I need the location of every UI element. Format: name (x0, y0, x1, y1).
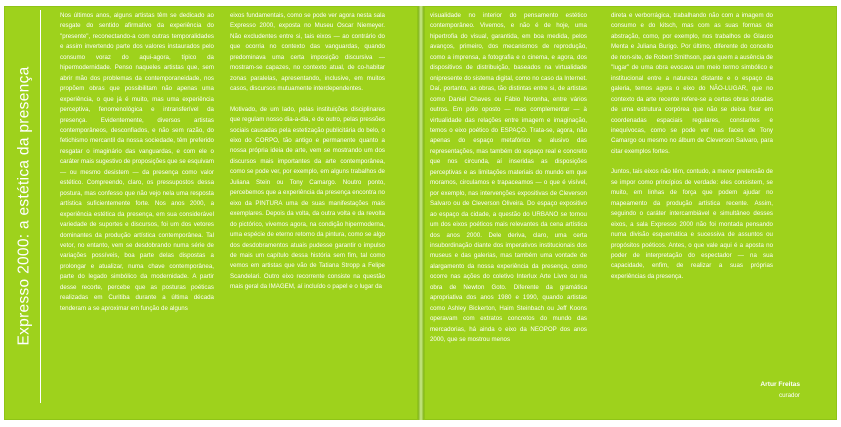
title-divider-line (40, 10, 41, 403)
vertical-title (14, 8, 36, 403)
text-column-3 (430, 11, 587, 411)
paragraph: Nos últimos anos, alguns artistas têm se dedicado ao resgate do sentido afirmativo da experiência do "presente", reconectando-a com outras temporalidades e assim invertendo parte dos valores instaurados pelo consumo voraz do aqui-agora, típico da hipermodernidade. Penso naqueles artistas que, sem abrir mão dos problemas da contemporaneidade, nos propõem obras que possibilitam não apenas uma experiência, o que já é muito, mas uma experiência perceptiva, fenomenológica e intransferível da presença. Evidentemente, diversos artistas contemporâneos, desconfiados, e não sem razão, do fetichismo mercantil da nossa sociedade, têm preferido resgatar o imaginário das vanguardas, e com ele o caráter mais sugestivo de proposições que se esquivam — ou mesmo desistem — da presença como valor estético. Compreendo, claro, os pressupostos dessa postura, mas confesso que não vejo nela uma resposta artística suficientemente forte. Nos anos 2000, a experiência estética da presença, em sua considerável variedade de suportes e discursos, foi um dos vetores dominantes da produção artística contemporânea. Tal vetor, no entanto, vem se desdobrando numa série de variações possíveis, boa parte delas dispostas a prolongar e atualizar, numa chave contemporânea, parte do legado simbólico da modernidade. A partir desse recorte, percebe que as posturas poéticas realizadas em Curitiba durante a última década tenderam a se aproximar em função de alguns (60, 12, 214, 312)
paragraph: Motivado, de um lado, pelas instituições disciplinares que regulam nosso dia-a-dia, e de outro, pelas pressões sociais causadas pela estetização publicitária do belo, o eixo do CORPO, tão antigo e permanente quanto a nossa própria ideia de arte, vem se mostrando um dos discursos mais importantes da arte contemporânea, como se pode ver, por exemplo, em alguns trabalhos de Juliana Stein ou Tony Camargo. Noutro ponto, percebemos que a experiência da presença encontra no eixo da PINTURA uma de suas manifestações mais exemplares. Depois da volta, da outra volta e da revolta do pictórico, vivemos agora, na condição hipermoderna, uma espécie de eterno retorno da pintura, como se algo dos desdobramentos atuais pudesse garantir o impulso de mais um capítulo dessa história sem fim, tal como vemos em artistas que vão de Tatiana Stropp a Felipe Scandelari. Outro eixo recorrente consiste na questão mais geral da IMAGEM, aí incluído o papel e o lugar da (230, 105, 385, 291)
text-column-4 (611, 11, 773, 411)
text-column-2 (230, 11, 385, 411)
author-name: Artur Freitas (760, 381, 800, 388)
paragraph: Juntos, tais eixos não têm, contudo, a menor pretensão de se impor como princípios de verdade: eles consistem, se muito, em linhas de força que podem ajudar no mapeamento da produção artística recente. Assim, seguindo o caráter intercambiável e simultâneo desses eixos, a sala Expresso 2000 não foi montada pensando numa divisão esquemática e sucessiva de assuntos ou propósitos poéticos. Antes, o que vale aqui é a aposta no poder de interpretação do espectador — na sua capacidade, enfim, de realizar a suas próprias experiências da presença. (611, 168, 773, 280)
author-role: curador (779, 392, 800, 399)
paragraph: direta e verborrágica, trabalhando não com a imagem do consumo e do kitsch, mas com as suas formas de abstração, como, por exemplo, nos trabalhos de Glauco Menta e Juliana Burigo. Por último, diferente do conceito de non-site, de Robert Smithson, para quem a ausência de "lugar" de uma obra evocava um meio termo simbólico e institucional entre a natureza distante e o espaço da galeria, temos agora o eixo do NÃO-LUGAR, que no contexto da arte recente refere-se a certas obras dotadas de uma estrutura corpórea que não se deixa fixar em coordenadas espaciais regulares, constantes e inequívocas, como se pode ver nas faces de Tony Camargo ou mesmo no álbum de Cleverson Salvaro, para citar exemplos fortes. (611, 12, 773, 155)
paragraph: visualidade no interior do pensamento estético contemporâneo. Vivemos, e não é de hoje, uma hipertrofia do visual, garantida, em boa medida, pelos avanços, primeiro, dos mecanismos de reprodução, como a imprensa, a fotografia e o cinema, e agora, dos dispositivos de distribuição, baseados na virtualidade onipresente do sistema digital, como no caso da Internet. Daí, portanto, as obras, tão distintas entre si, de artistas como Daniel Chaves ou Fábio Noronha, entre vários outros. Em pólo oposto — mas complementar — à virtualidade das relações entre imagem e imaginação, temos o eixo poético do ESPAÇO. Trata-se, agora, não apenas do espaço metafórico e alusivo das representações, mas também do espaço real e concreto que nos circunda, aí inseridas as disposições perceptivas e as limitações materiais do mundo em que moramos, circulamos e trapaceamos — o que é visível, por exemplo, nas intervenções expositivas de Cleverson Salvaro ou de Cleverson Oliveira. Do espaço expositivo ao espaço da cidade, a questão do URBANO se tornou um dos eixos poéticos mais relevantes da cena artística dos anos 2000. Dele deriva, claro, uma certa insubordinação diante dos imperativos institucionais dos museus e das galerias, mas também uma vontade de alargamento da nossa experiência da presença, como ocorre nas ações do coletivo Interlux Arte Livre ou na obra de Newton Goto. Diferente da gramática apropriativa dos anos 1980 e 1990, quando artistas como Ashley Bickerton, Haim Steinbach ou Jeff Koons operavam com extratos concretos do mundo das mercadorias, há ainda o eixo da NEOPOP dos anos 2000, que se mostrou menos (430, 12, 587, 344)
vertical-title-text: Expresso 2000: a estética da presença (16, 65, 34, 346)
paragraph: eixos fundamentais, como se pode ver agora nesta sala Expresso 2000, exposta no Museu Oscar Niemeyer. Não excludentes entre si, tais eixos — ao contrário do que ocorria no contexto das vanguardas, quando predominava uma certa imposição discursiva — mostram-se capazes, no contexto atual, de co-habitar zonas paralelas, apresentando, inclusive, em muitos casos, discursos mutuamente interdependentes. (230, 12, 385, 93)
text-column-1 (60, 11, 214, 411)
